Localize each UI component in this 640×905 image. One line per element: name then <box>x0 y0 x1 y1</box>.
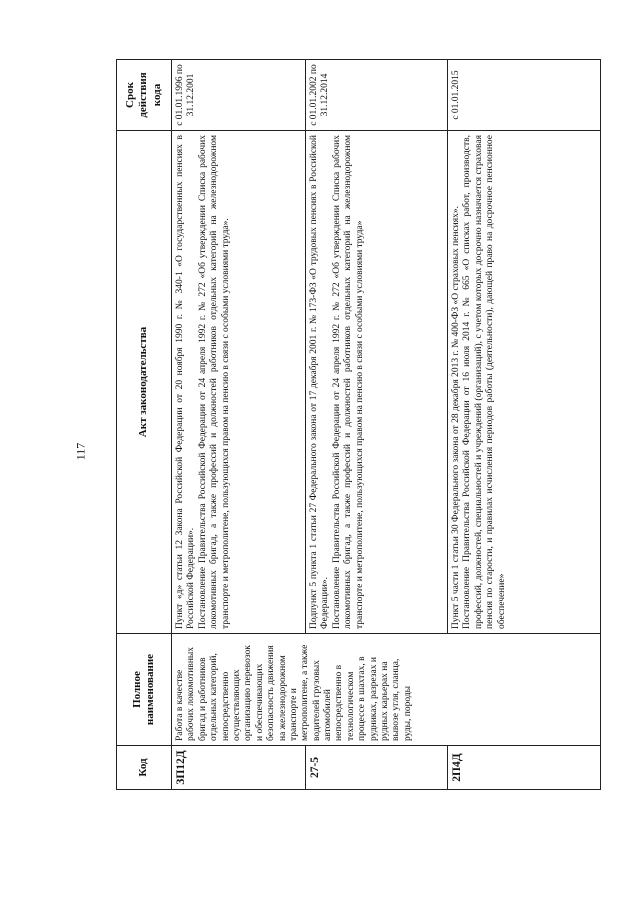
table-row <box>172 60 306 790</box>
header-name: Полное наименование <box>117 634 172 746</box>
row-code: ЗП12Д <box>172 746 306 790</box>
row-act <box>172 131 306 634</box>
page-number: 117 <box>73 442 88 461</box>
table-header-row <box>117 60 172 790</box>
act-paragraph: Пункт 5 части 1 статьи 30 Федерального закона от 28 декабря 2013 г. № 400-ФЗ «О страховых пенсиях». <box>451 205 461 629</box>
act-paragraph: Постановление Правительства Российской Федерации от 16 июля 2014 г. № 665 «О списках работ, производств, профессий, должностей, специальностей и учреждений (организаций), с учетом которых досрочно назначается страховая пенсия по старости, и правилах исчисления периодов работы (деятельности), дающей право на досрочное пенсионное обеспечение» <box>462 135 507 629</box>
header-act: Акт законодательства <box>117 131 172 634</box>
act-paragraph: Постановление Правительства Российской Федерации от 24 апреля 1992 г. № 272 «Об утверждении Списка рабочих локомотивных бригад, а также профессий и должностей работников отдельных категорий на железнодорожном транспорте и метрополитене, пользующихся правом на пенсию в связи с особыми условиями труда» <box>331 135 365 629</box>
row-name: Работа в качестве рабочих локомотивных бригад и работников отдельных категорий, непосредственно осуществляющих организацию перевозок и обеспечивающих безопасность движения на железнодорожном транспорте и метрополитене, а также водителей грузовых автомобилей непосредственно в технологическом процессе в шахтах, в рудниках, разрезах и рудных карьерах на вывозе угля, сланца, руды, породы <box>172 634 601 746</box>
row-act <box>448 131 601 634</box>
row-term: с 01.01.2015 <box>448 60 601 131</box>
act-paragraph: Постановление Правительства Российской Федерации от 24 апреля 1992 г. № 272 «Об утверждении Списка рабочих локомотивных бригад, а также профессий и должностей работников отдельных категорий на железнодорожном транспорте и метрополитене, пользующихся правом на пенсию в связи с особыми условиями труда». <box>197 135 231 629</box>
legislation-table <box>116 59 601 790</box>
row-code: 2П4Д <box>448 746 601 790</box>
act-paragraph: Пункт «д» статьи 12 Закона Российской Федерации от 20 ноября 1990 г. № 340-1 «О государственных пенсиях в Российской Федерации». <box>175 135 197 629</box>
header-code: Код <box>117 746 172 790</box>
rotated-page-content <box>116 60 606 790</box>
row-code: 27-5 <box>306 746 448 790</box>
act-paragraph: Подпункт 5 пункта 1 статьи 27 Федерального закона от 17 декабря 2001 г. № 173-ФЗ «О трудовых пенсиях в Российской Федерации». <box>309 135 331 629</box>
row-act <box>306 131 448 634</box>
row-term: с 01.01.2002 по 31.12.2014 <box>306 60 448 131</box>
header-term: Срок действия кода <box>117 60 172 131</box>
row-term: с 01.01.1996 по 31.12.2001 <box>172 60 306 131</box>
